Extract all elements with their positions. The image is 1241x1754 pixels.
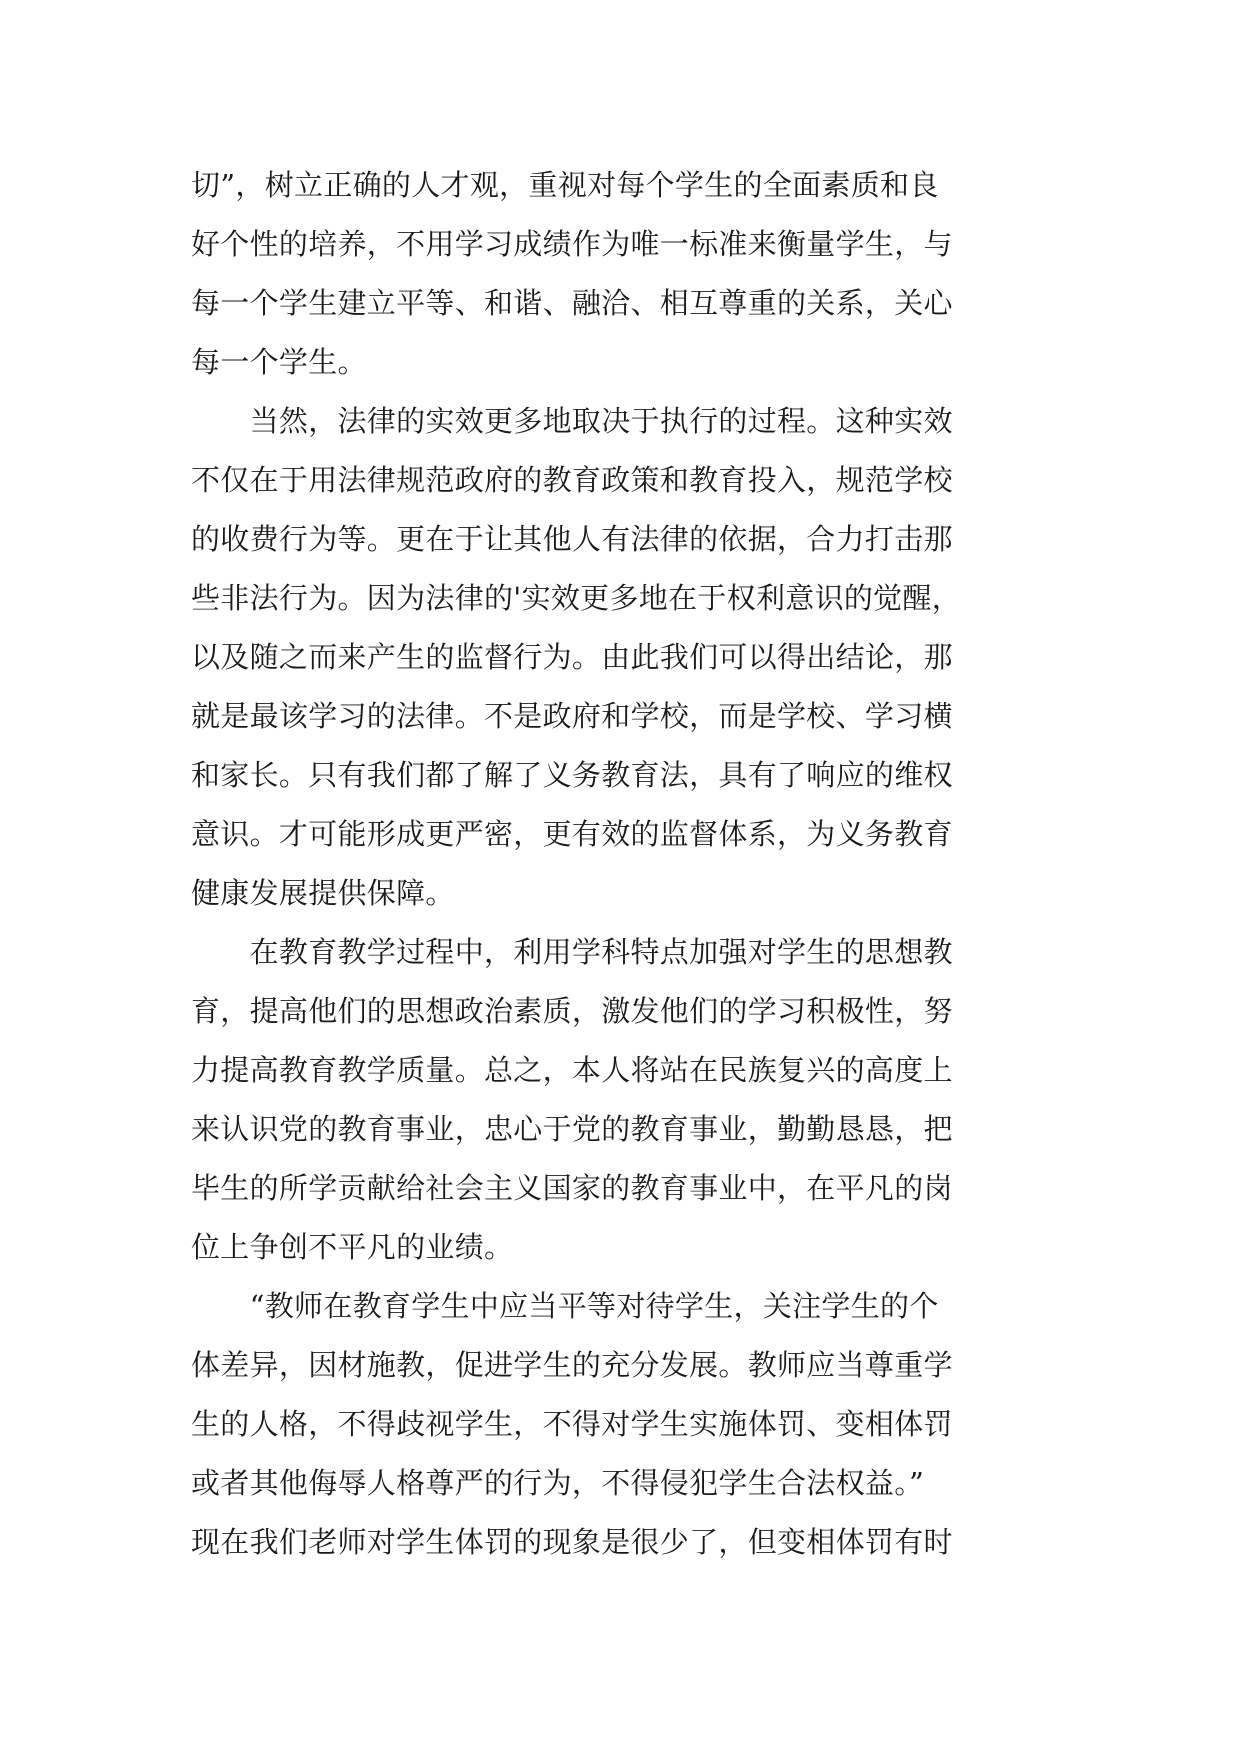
text-line-7: 的收费行为等。更在于让其他人有法律的依据，合力打击那	[191, 522, 953, 556]
text-line-17: 来认识党的教育事业，忠心于党的教育事业，勤勤恳恳，把	[191, 1112, 953, 1146]
text-line-10: 就是最该学习的法律。不是政府和学校，而是学校、学习横	[191, 699, 953, 733]
text-line-2: 好个性的培养，不用学习成绩作为唯一标准来衡量学生，与	[191, 227, 953, 261]
text-line-5: 当然，法律的实效更多地取决于执行的过程。这种实效	[191, 404, 953, 438]
text-line-16: 力提高教育教学质量。总之，本人将站在民族复兴的高度上	[191, 1053, 953, 1087]
text-line-1: 切”，树立正确的人才观，重视对每个学生的全面素质和良	[191, 168, 939, 202]
text-line-21: 体差异，因材施教，促进学生的充分发展。教师应当尊重学	[191, 1348, 953, 1382]
text-line-23: 或者其他侮辱人格尊严的行为，不得侵犯学生合法权益。”	[191, 1466, 925, 1500]
text-line-19: 位上争创不平凡的业绩。	[191, 1230, 514, 1264]
text-line-9: 以及随之而来产生的监督行为。由此我们可以得出结论，那	[191, 640, 953, 674]
text-line-22: 生的人格，不得歧视学生，不得对学生实施体罚、变相体罚	[191, 1407, 953, 1441]
text-line-11: 和家长。只有我们都了解了义务教育法，具有了响应的维权	[191, 758, 953, 792]
text-line-12: 意识。才可能形成更严密，更有效的监督体系，为义务教育	[191, 817, 953, 851]
text-line-6: 不仅在于用法律规范政府的教育政策和教育投入，规范学校	[191, 463, 953, 497]
body-text	[191, 156, 1051, 1572]
text-line-13: 健康发展提供保障。	[191, 876, 455, 910]
text-line-14: 在教育教学过程中，利用学科特点加强对学生的思想教	[191, 935, 953, 969]
text-line-24: 现在我们老师对学生体罚的现象是很少了，但变相体罚有时	[191, 1525, 953, 1559]
text-line-8: 些非法行为。因为法律的'实效更多地在于权利意识的觉醒，	[191, 581, 962, 615]
text-line-20: “教师在教育学生中应当平等对待学生，关注学生的个	[191, 1289, 939, 1323]
text-line-3: 每一个学生建立平等、和谐、融洽、相互尊重的关系，关心	[191, 286, 953, 320]
text-line-4: 每一个学生。	[191, 345, 367, 379]
text-line-18: 毕生的所学贡献给社会主义国家的教育事业中，在平凡的岗	[191, 1171, 953, 1205]
text-line-15: 育，提高他们的思想政治素质，激发他们的学习积极性，努	[191, 994, 953, 1028]
